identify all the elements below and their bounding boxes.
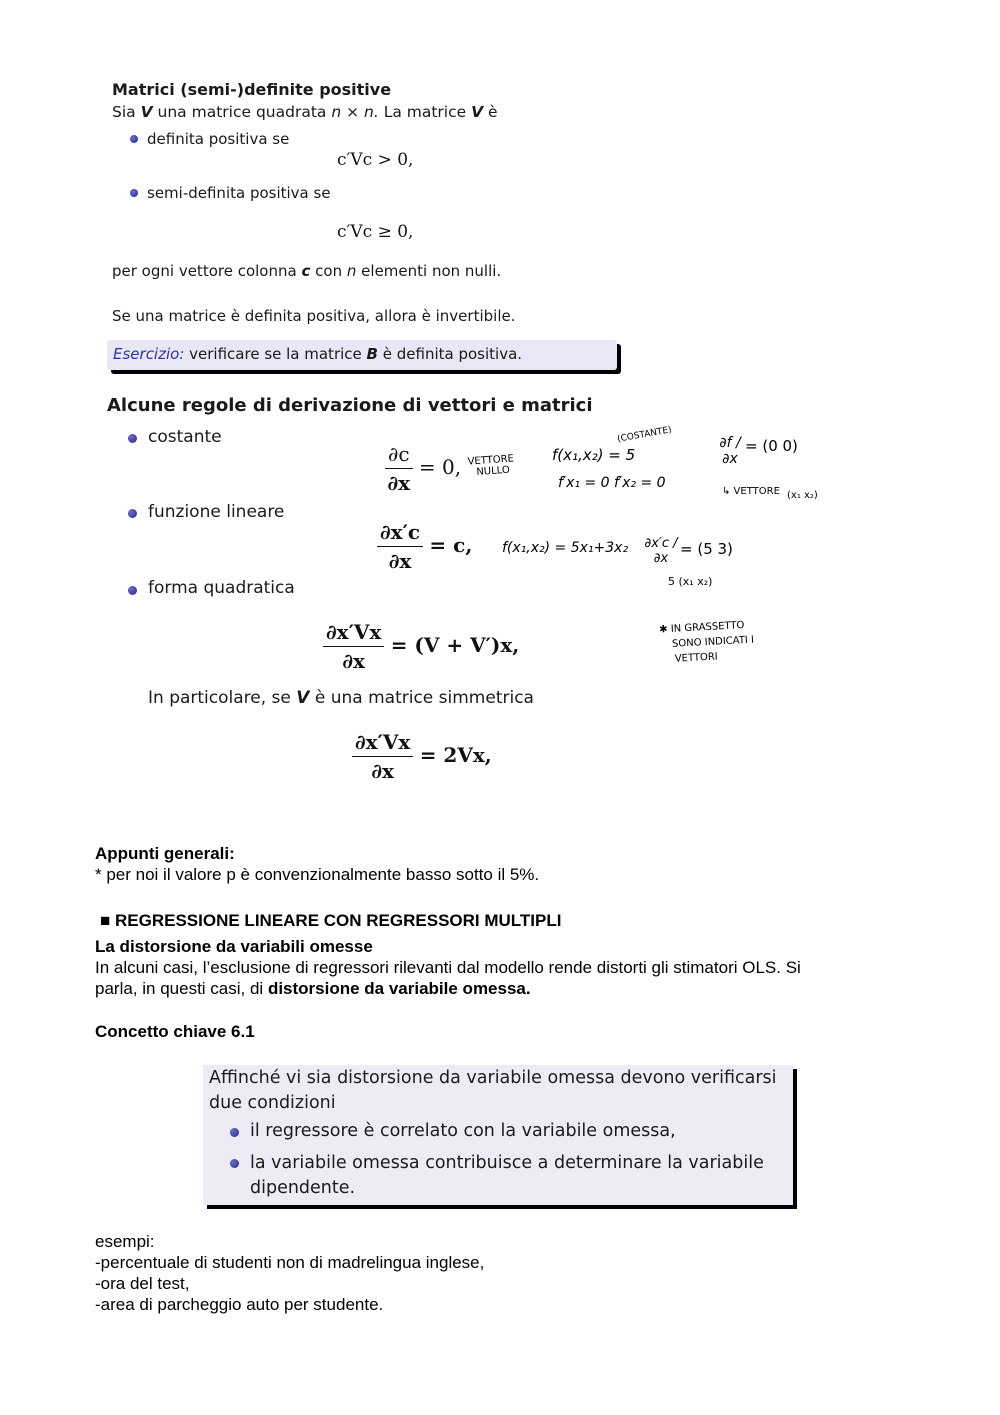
sub-title: La distorsione da variabili omesse [95, 937, 373, 956]
exercise-label: Esercizio: [113, 345, 185, 363]
exercise-b: B [366, 345, 378, 363]
handwritten-zero-vector: = (0 0) [745, 437, 798, 455]
equation-linear: $\frac{\partial x'c}{\partial x}$ = c, [377, 520, 472, 573]
examples-label: esempi: [95, 1232, 155, 1251]
bullet-marker [128, 509, 137, 518]
bullet-marker [128, 434, 137, 443]
handwritten-vec53b: 5 (x₁ x₂) [668, 575, 713, 588]
handwritten-note: ✱ IN GRASSETTO SONO INDICATI I VETTORI [658, 620, 755, 665]
rule-forma-quadratica: forma quadratica [148, 578, 295, 598]
handwritten-f-const: f(x₁,x₂) = 5 [552, 446, 636, 464]
bullet-marker [230, 1159, 239, 1168]
handwritten-partials-zero: f′x₁ = 0 f′x₂ = 0 [558, 475, 666, 491]
fraction: $\frac{\partial c}{\partial x}$ [385, 442, 413, 495]
handwritten-vettore-nullo: VETTORE NULLO [467, 453, 515, 479]
slide1-title: Matrici (semi-)definite positive [112, 80, 392, 99]
note-n: n [346, 262, 357, 280]
intro-v2: V [471, 103, 484, 121]
section-title: REGRESSIONE LINEARE CON REGRESSORI MULTIPLI [115, 911, 562, 930]
concept-line2: due condizioni [209, 1093, 336, 1113]
intro-post: La matrice [383, 103, 467, 121]
symmetric-text: In particolare, se V è una matrice simmetrica [148, 688, 534, 708]
bullet-marker [128, 586, 137, 595]
exercise-post: è definita positiva. [382, 345, 523, 363]
intro-mid: una matrice quadrata [157, 103, 327, 121]
fraction: $\frac{\partial x'Vx}{\partial x}$ [323, 620, 384, 673]
equation-symmetric: $\frac{\partial x'Vx}{\partial x}$ = 2Vx, [352, 730, 492, 783]
vector-note [112, 262, 501, 280]
intro-dim: n × n. [331, 103, 379, 121]
slide2-title: Alcune regole di derivazione di vettori e matrici [107, 395, 593, 416]
paragraph-line2: parla, in questi casi, di distorsione da variabile omessa. [95, 979, 531, 998]
intro-v: V [140, 103, 153, 121]
exercise-text [113, 345, 522, 363]
rule-costante: costante [148, 427, 222, 447]
omitted-variable-section [95, 936, 915, 999]
handwritten-dxc-dx: ∂x′c / ∂x [644, 536, 678, 566]
paragraph-line1: In alcuni casi, l’esclusione di regressori rilevanti dal modello rende distorti gli stimatori OLS. Si [95, 958, 801, 977]
handwritten-x1x2: (x₁ x₂) [787, 490, 818, 501]
concept-line1: Affinché vi sia distorsione da variabile omessa devono verificarsi [209, 1068, 777, 1088]
section-heading [100, 910, 561, 931]
handwritten-f-linear: f(x₁,x₂) = 5x₁+3x₂ [502, 540, 629, 556]
general-notes-text: * per noi il valore p è convenzionalmente basso sotto il 5%. [95, 865, 540, 884]
general-notes-title: Appunti generali: [95, 844, 235, 863]
section-marker-icon: ■ [100, 911, 111, 930]
handwritten-df-dx: ∂f / ∂x [719, 435, 741, 467]
rule-funzione-lineare: funzione lineare [148, 502, 285, 522]
example-item: -area di parcheggio auto per studente. [95, 1295, 384, 1314]
example-item: -ora del test, [95, 1274, 190, 1293]
invertible-text: Se una matrice è definita positiva, allora è invertibile. [112, 307, 516, 325]
bullet-definita: definita positiva se [147, 130, 290, 148]
note-mid: con [315, 262, 343, 280]
example-item: -percentuale di studenti non di madrelingua inglese, [95, 1253, 485, 1272]
bullet-marker [130, 135, 138, 143]
equation-constant: $\frac{\partial c}{\partial x}$ = 0, [385, 442, 461, 495]
bullet-marker [230, 1128, 239, 1137]
bullet-marker [130, 189, 138, 197]
note-pre: per ogni vettore colonna [112, 262, 297, 280]
handwritten-vec53: = (5 3) [680, 540, 733, 558]
equation-quadratic: $\frac{\partial x'Vx}{\partial x}$ = (V + V′)x, [323, 620, 519, 673]
formula-definita: c′Vc > 0, [337, 150, 414, 170]
concept-item2: la variabile omessa contribuisce a determinare la variabile dipendente. [250, 1153, 764, 1198]
fraction: $\frac{\partial x'Vx}{\partial x}$ [352, 730, 413, 783]
fraction: $\frac{\partial x'c}{\partial x}$ [377, 520, 423, 573]
examples [95, 1231, 484, 1315]
bullet-semidefinita: semi-definita positiva se [147, 184, 331, 202]
note-post: elementi non nulli. [361, 262, 502, 280]
intro-pre: Sia [112, 103, 136, 121]
concept-item1: il regressore è correlato con la variabile omessa, [250, 1121, 676, 1141]
formula-semidefinita: c′Vc ≥ 0, [337, 222, 414, 242]
intro-end: è [488, 103, 498, 121]
exercise-pre: verificare se la matrice [189, 345, 362, 363]
note-c: c [301, 262, 311, 280]
concept-title: Concetto chiave 6.1 [95, 1022, 255, 1041]
slide1-intro [112, 103, 498, 121]
concept-box-content [209, 1066, 777, 1116]
handwritten-costante: (COSTANTE) [616, 425, 673, 445]
general-notes [95, 843, 539, 885]
handwritten-vettore: ↳ VETTORE [722, 486, 780, 497]
